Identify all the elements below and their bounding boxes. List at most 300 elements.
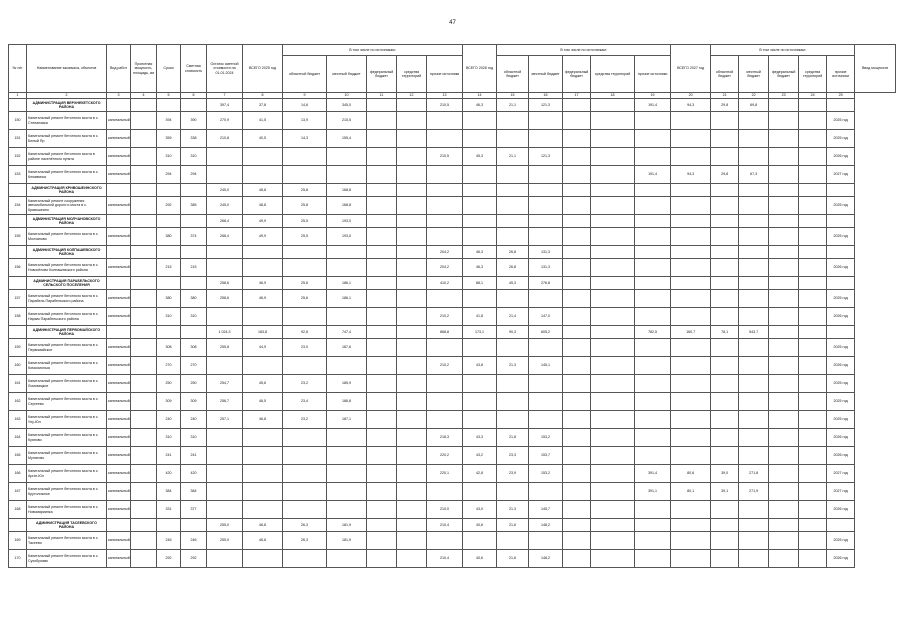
cell-c7 [207, 550, 243, 568]
cell-c7: 268,4 [207, 215, 243, 228]
cell-name: Капитальный ремонт бетонного моста в с. Улу-Юл [27, 411, 107, 429]
cell-c15 [497, 228, 529, 246]
cell-c21 [711, 148, 739, 166]
cell-c18 [591, 411, 635, 429]
cell-c8: 45,6 [243, 375, 283, 393]
cell-c5: 394 [157, 112, 181, 130]
cell-c10: 345,0 [327, 99, 367, 112]
cell-c8: 49,9 [243, 228, 283, 246]
cell-type [107, 184, 131, 197]
cell-c24 [799, 148, 827, 166]
cell-c18 [591, 246, 635, 259]
cell-c19 [635, 112, 671, 130]
cell-c25: 2025 год [827, 290, 855, 308]
cell-c11 [367, 519, 397, 532]
cell-c7: 245,0 [207, 197, 243, 215]
cell-c12 [397, 393, 427, 411]
cell-c16: 605,2 [529, 326, 563, 339]
cell-c23 [769, 197, 799, 215]
cell-c7: 255,0 [207, 519, 243, 532]
column-number: 3 [107, 93, 131, 99]
cell-c19: 391,4 [635, 465, 671, 483]
table-row [9, 130, 896, 148]
cell-num: 157 [9, 290, 27, 308]
col-name-header: Наименование заказчика, объектов [27, 45, 107, 93]
cell-c14: 46,3 [463, 99, 497, 112]
cell-c6: 240 [181, 411, 207, 429]
cell-name: Капитальный ремонт бетонного моста в с. Новомариинка [27, 501, 107, 519]
cell-c18 [591, 130, 635, 148]
cell-c18 [591, 429, 635, 447]
src-other-header: прочие источники [827, 56, 855, 93]
cell-c14 [463, 166, 497, 184]
cell-c17 [563, 148, 591, 166]
cell-c14: 41,8 [463, 308, 497, 326]
cell-c12 [397, 277, 427, 290]
cell-c21 [711, 184, 739, 197]
cell-c13 [427, 483, 463, 501]
cell-c17 [563, 99, 591, 112]
cell-type: капитальный [107, 532, 131, 550]
cell-c13: 204,2 [427, 246, 463, 259]
cell-num: 152 [9, 148, 27, 166]
cell-c19 [635, 215, 671, 228]
cell-c25: 2026 год [827, 357, 855, 375]
cell-c24 [799, 259, 827, 277]
cell-c16: 131,3 [529, 246, 563, 259]
cell-c12 [397, 550, 427, 568]
cell-c19 [635, 130, 671, 148]
column-number: 24 [799, 93, 827, 99]
cell-num: 166 [9, 465, 27, 483]
cell-name: Капитальный ремонт бетонного моста в с. Степановка [27, 112, 107, 130]
cell-c7 [207, 308, 243, 326]
cell-c20: 94,3 [671, 99, 711, 112]
table-body [9, 99, 896, 568]
cell-c20: 80,1 [671, 483, 711, 501]
cell-c4 [131, 375, 157, 393]
cell-c9 [283, 357, 327, 375]
cell-c24 [799, 277, 827, 290]
cell-c13 [427, 130, 463, 148]
cell-c12 [397, 326, 427, 339]
cell-c14 [463, 215, 497, 228]
cell-c9 [283, 308, 327, 326]
cell-num [9, 519, 27, 532]
cell-c17 [563, 197, 591, 215]
cell-c24 [799, 290, 827, 308]
cell-c16 [529, 411, 563, 429]
cell-c19 [635, 339, 671, 357]
src-local-header: местный бюджет [327, 56, 367, 93]
src-funds-header: средства территорий [799, 56, 827, 93]
cell-c6: 250 [181, 375, 207, 393]
cell-c12 [397, 339, 427, 357]
cell-c7 [207, 246, 243, 259]
cell-c4 [131, 277, 157, 290]
cell-c25 [827, 215, 855, 228]
cell-name: АДМИНИСТРАЦИЯ ВЕРХНЕКЕТСКОГО РАЙОНА [27, 99, 107, 112]
cell-c10 [327, 447, 367, 465]
cell-c20 [671, 290, 711, 308]
table-row [9, 411, 896, 429]
table-row [9, 447, 896, 465]
cell-c5: 308 [157, 339, 181, 357]
cell-c15: 21,1 [497, 148, 529, 166]
src-federal-header: федеральный бюджет [367, 56, 397, 93]
cell-c22 [739, 550, 769, 568]
cell-c20 [671, 429, 711, 447]
src-federal-header: федеральный бюджет [769, 56, 799, 93]
cell-c15: 21,6 [497, 550, 529, 568]
cell-c13 [427, 532, 463, 550]
cell-c14: 43,0 [463, 501, 497, 519]
cell-c9: 23,2 [283, 375, 327, 393]
cell-c13 [427, 184, 463, 197]
cell-c24 [799, 228, 827, 246]
cell-c22: 271,8 [739, 465, 769, 483]
cell-c25: 2025 год [827, 532, 855, 550]
cell-c7: 256,7 [207, 393, 243, 411]
cell-c17 [563, 130, 591, 148]
cell-c7: 255,8 [207, 339, 243, 357]
cell-c18 [591, 215, 635, 228]
cell-c14 [463, 197, 497, 215]
cell-c19 [635, 259, 671, 277]
column-number: 23 [769, 93, 799, 99]
cell-c10: 181,9 [327, 532, 367, 550]
cell-c24 [799, 447, 827, 465]
cell-c22 [739, 290, 769, 308]
cell-c23 [769, 532, 799, 550]
cell-c22 [739, 148, 769, 166]
cell-c24 [799, 429, 827, 447]
cell-c4 [131, 532, 157, 550]
cell-c4 [131, 339, 157, 357]
cell-c4 [131, 99, 157, 112]
cell-c17 [563, 375, 591, 393]
cell-c6 [181, 99, 207, 112]
cell-c18 [591, 277, 635, 290]
cell-c11 [367, 99, 397, 112]
cell-c17 [563, 429, 591, 447]
cell-c4 [131, 112, 157, 130]
cell-c4 [131, 197, 157, 215]
table-row [9, 483, 896, 501]
sources-2025-header: В том числе по источникам: [283, 45, 463, 56]
cell-c25: 2025 год [827, 228, 855, 246]
cell-c19: 191,4 [635, 99, 671, 112]
cell-c6 [181, 184, 207, 197]
cell-c6: 241 [181, 447, 207, 465]
cell-c7: 270,9 [207, 112, 243, 130]
cell-num: 162 [9, 393, 27, 411]
cell-c17 [563, 501, 591, 519]
cell-c5: 380 [157, 290, 181, 308]
cell-c8 [243, 246, 283, 259]
cell-c21: 39,1 [711, 483, 739, 501]
cell-c11 [367, 290, 397, 308]
cell-c25: 2026 год [827, 308, 855, 326]
cell-c8 [243, 308, 283, 326]
column-number: 11 [367, 93, 397, 99]
cell-c19 [635, 148, 671, 166]
table-row [9, 375, 896, 393]
cell-c4 [131, 326, 157, 339]
cell-type: капитальный [107, 550, 131, 568]
cell-c17 [563, 465, 591, 483]
cell-c20 [671, 550, 711, 568]
cell-c17 [563, 246, 591, 259]
cell-c11 [367, 357, 397, 375]
cell-c8: 41,5 [243, 112, 283, 130]
cell-c18 [591, 465, 635, 483]
cell-num: 153 [9, 166, 27, 184]
cell-c6: 310 [181, 429, 207, 447]
cell-name: Капитальный ремонт бетонного моста в с. Аргат-Юл [27, 465, 107, 483]
cell-c9 [283, 259, 327, 277]
cell-c5: 380 [157, 228, 181, 246]
cell-c9: 13,9 [283, 112, 327, 130]
cell-c16: 121,3 [529, 148, 563, 166]
cell-c21 [711, 246, 739, 259]
cell-c23 [769, 259, 799, 277]
cell-c5: 292 [157, 197, 181, 215]
cell-c18 [591, 519, 635, 532]
cell-c10: 747,4 [327, 326, 367, 339]
cell-c25: 2025 год [827, 112, 855, 130]
cell-c11 [367, 550, 397, 568]
cell-c18 [591, 148, 635, 166]
cell-type: капитальный [107, 197, 131, 215]
cell-c23 [769, 308, 799, 326]
cell-c10 [327, 308, 367, 326]
cell-c4 [131, 148, 157, 166]
cell-c15: 23,3 [497, 447, 529, 465]
cell-c12 [397, 228, 427, 246]
cell-c6: 308 [181, 339, 207, 357]
cell-c18 [591, 393, 635, 411]
cell-c5: 359 [157, 130, 181, 148]
cell-c11 [367, 532, 397, 550]
cell-c20 [671, 148, 711, 166]
cell-c7 [207, 148, 243, 166]
cell-c21 [711, 308, 739, 326]
cell-c15: 23,9 [497, 465, 529, 483]
column-number: 1 [9, 93, 27, 99]
cell-c19 [635, 375, 671, 393]
cell-c14 [463, 290, 497, 308]
cell-c16 [529, 375, 563, 393]
cell-name: Капитальный ремонт бетонного моста в с. Крутоложное [27, 483, 107, 501]
cell-c24 [799, 357, 827, 375]
cell-c10: 193,0 [327, 215, 367, 228]
cell-c25 [827, 184, 855, 197]
cell-c9: 92,8 [283, 326, 327, 339]
cell-type: капитальный [107, 308, 131, 326]
cell-c12 [397, 290, 427, 308]
cell-c22 [739, 393, 769, 411]
cell-c23 [769, 393, 799, 411]
cell-type: капитальный [107, 501, 131, 519]
cell-c4 [131, 501, 157, 519]
cell-c17 [563, 290, 591, 308]
cell-c25: 2025 год [827, 375, 855, 393]
cell-c6: 310 [181, 308, 207, 326]
cell-c24 [799, 339, 827, 357]
group-row [9, 99, 896, 112]
cell-c10: 186,8 [327, 393, 367, 411]
cell-c19 [635, 550, 671, 568]
cell-c13 [427, 393, 463, 411]
cell-c9: 25,5 [283, 215, 327, 228]
cell-c16 [529, 197, 563, 215]
cell-c17 [563, 215, 591, 228]
cell-c21 [711, 550, 739, 568]
cell-c5: 294 [157, 166, 181, 184]
cell-c13: 210,4 [427, 550, 463, 568]
cell-c14 [463, 393, 497, 411]
column-number: 15 [497, 93, 529, 99]
cell-num: 167 [9, 483, 27, 501]
cell-c14: 43,8 [463, 357, 497, 375]
cell-c20 [671, 501, 711, 519]
cell-c25 [827, 277, 855, 290]
cell-c10 [327, 465, 367, 483]
cell-c15 [497, 532, 529, 550]
cell-c25: 2026 год [827, 259, 855, 277]
cell-c15 [497, 393, 529, 411]
cell-c4 [131, 483, 157, 501]
cell-c16 [529, 112, 563, 130]
cell-c23 [769, 148, 799, 166]
cell-c8 [243, 465, 283, 483]
cell-c19 [635, 411, 671, 429]
cell-c8 [243, 501, 283, 519]
cell-c9: 25,5 [283, 228, 327, 246]
cell-c5 [157, 326, 181, 339]
cell-c13 [427, 112, 463, 130]
cell-c10 [327, 259, 367, 277]
cell-num: 151 [9, 130, 27, 148]
cell-c13: 204,2 [427, 259, 463, 277]
cell-c24 [799, 393, 827, 411]
cell-c14 [463, 184, 497, 197]
cell-c15: 90,3 [497, 326, 529, 339]
cell-c9: 26,3 [283, 519, 327, 532]
cell-c20 [671, 130, 711, 148]
cell-c19 [635, 308, 671, 326]
cell-c14 [463, 483, 497, 501]
cell-num: 155 [9, 228, 27, 246]
cell-c21 [711, 501, 739, 519]
cell-c16: 145,7 [529, 501, 563, 519]
cell-c15 [497, 112, 529, 130]
cell-c24 [799, 130, 827, 148]
cell-c18 [591, 259, 635, 277]
cell-c7: 245,0 [207, 184, 243, 197]
cell-c22 [739, 246, 769, 259]
cell-c16: 148,2 [529, 519, 563, 532]
cell-c12 [397, 197, 427, 215]
cell-c21 [711, 532, 739, 550]
cell-c7 [207, 465, 243, 483]
cell-c8: 48,8 [243, 184, 283, 197]
cell-c8: 48,8 [243, 197, 283, 215]
cell-name: Капитальный ремонт бетонного моста в с. Нарым Парабельского района [27, 308, 107, 326]
cell-c9: 25,8 [283, 197, 327, 215]
cell-num [9, 326, 27, 339]
cell-c6: 377 [181, 501, 207, 519]
table-row [9, 429, 896, 447]
cell-c10: 185,9 [327, 375, 367, 393]
col-capacity-header: Проектная мощность, площадь, км [131, 45, 157, 93]
cell-c15 [497, 166, 529, 184]
table-row [9, 339, 896, 357]
cell-c20 [671, 259, 711, 277]
cell-c12 [397, 308, 427, 326]
column-number: 8 [243, 93, 283, 99]
cell-c11 [367, 375, 397, 393]
cell-c20 [671, 112, 711, 130]
cell-c13: 220,1 [427, 465, 463, 483]
cell-c13 [427, 215, 463, 228]
cell-c14 [463, 339, 497, 357]
cell-c5 [157, 184, 181, 197]
cell-c5: 309 [157, 393, 181, 411]
cell-c21: 29,8 [711, 166, 739, 184]
cell-c7: 258,6 [207, 290, 243, 308]
cell-c20 [671, 277, 711, 290]
cell-c4 [131, 130, 157, 148]
cell-c16: 153,7 [529, 447, 563, 465]
cell-c11 [367, 215, 397, 228]
column-number: 16 [529, 93, 563, 99]
cell-c14: 42,8 [463, 465, 497, 483]
col-start-header: Сроки [157, 45, 181, 93]
cell-c7 [207, 357, 243, 375]
cell-c5 [157, 215, 181, 228]
cell-c16 [529, 130, 563, 148]
cell-name: Капитальный ремонт бетонного моста в с. Сергеево [27, 393, 107, 411]
cell-c20 [671, 215, 711, 228]
cell-c12 [397, 483, 427, 501]
cell-c6: 294 [181, 166, 207, 184]
cell-c9: 25,6 [283, 290, 327, 308]
cell-c22 [739, 184, 769, 197]
cell-c12 [397, 429, 427, 447]
column-number: 4 [131, 93, 157, 99]
cell-type [107, 277, 131, 290]
cell-c15: 21,8 [497, 429, 529, 447]
cell-c16 [529, 532, 563, 550]
cell-c17 [563, 519, 591, 532]
cell-name: АДМИНИСТРАЦИЯ ТАСЕЕВСКОГО РАЙОНА [27, 519, 107, 532]
src-local-header: местный бюджет [529, 56, 563, 93]
cell-num [9, 99, 27, 112]
cell-c9: 23,2 [283, 411, 327, 429]
cell-c15 [497, 339, 529, 357]
cell-type: капитальный [107, 375, 131, 393]
cell-c18 [591, 447, 635, 465]
group-row [9, 246, 896, 259]
cell-c6: 374 [181, 228, 207, 246]
cell-c20: 160,7 [671, 326, 711, 339]
cell-c8 [243, 166, 283, 184]
cell-c19 [635, 357, 671, 375]
cell-num: 164 [9, 429, 27, 447]
cell-c15 [497, 375, 529, 393]
